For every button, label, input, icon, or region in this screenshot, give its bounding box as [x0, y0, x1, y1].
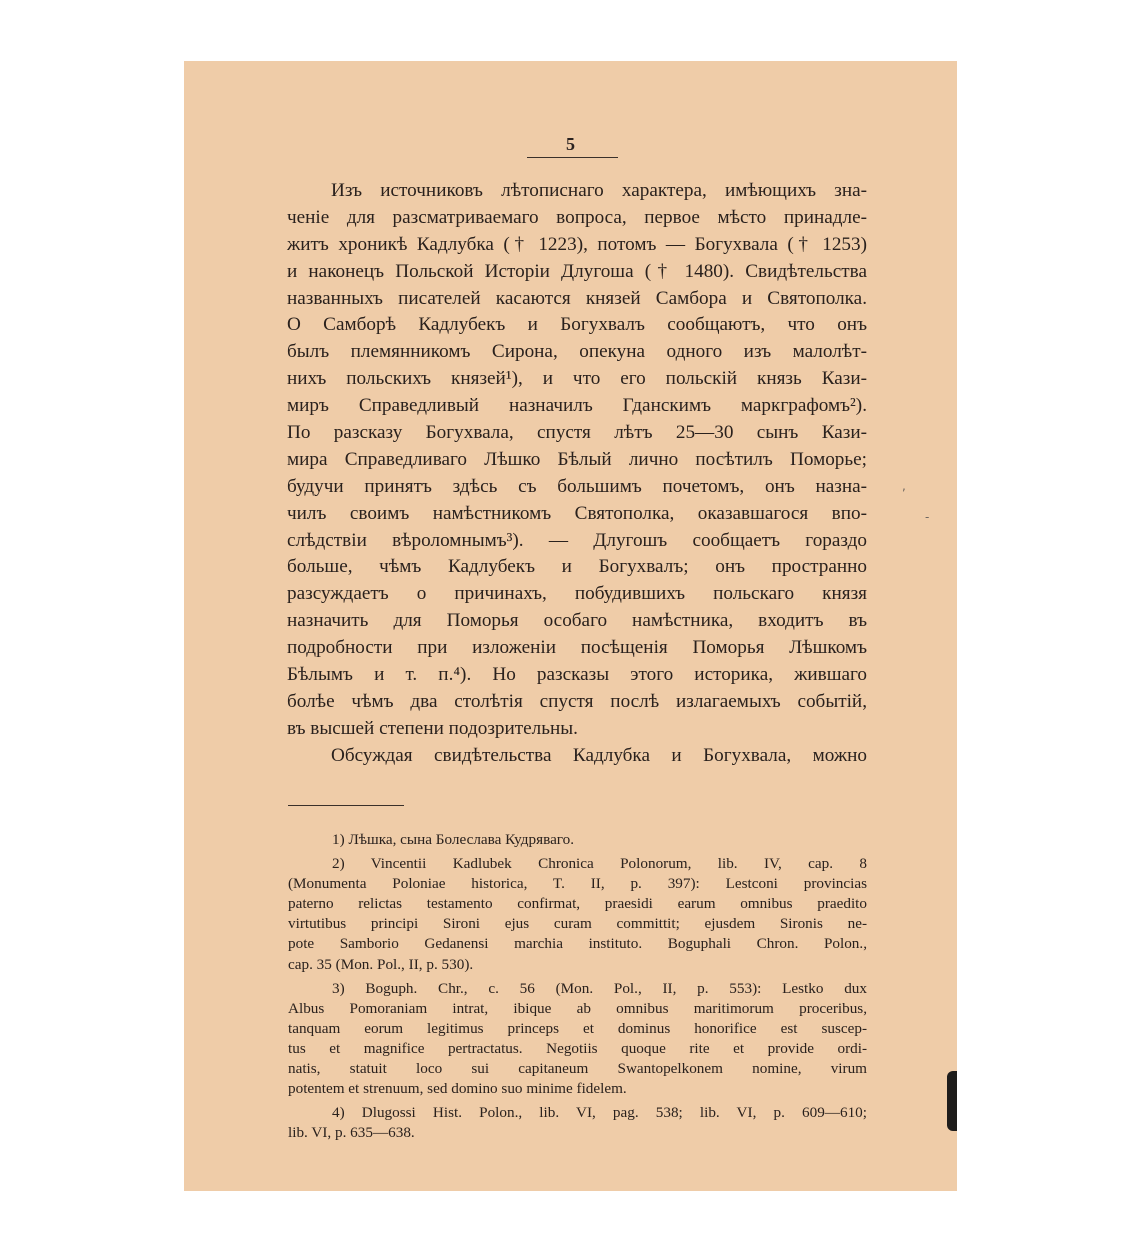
footnote-1 [288, 830, 867, 850]
footnote-line: lib. VI, p. 635—638. [288, 1124, 415, 1142]
footnote-line: tus et magnifice pertractatus. Negotiis quoque rite et provide ordi- [288, 1039, 867, 1057]
footnote-line: 1) Лѣшка, сына Болеслава Кудряваго. [332, 831, 575, 848]
header-rule [527, 157, 618, 158]
footnote-line: 3) Boguph. Chr., c. 56 (Mon. Pol., II, p. 553): Lestko dux [332, 979, 867, 997]
speck-mark: , [902, 479, 906, 493]
footnote-line: paterno relictas testamento confirmat, praesidi earum omnibus praedito [288, 895, 867, 913]
footnote-line: 4) Dlugossi Hist. Polon., lib. VI, pag. 538; lib. VI, p. 609—610; [332, 1104, 867, 1122]
speck-mark: - [925, 510, 930, 524]
text-line: больше, чѣмъ Кадлубекъ и Богухвалъ; онъ пространно [287, 556, 867, 578]
footnote-line: potentem et strenuum, sed domino suo minime fidelem. [288, 1080, 627, 1098]
text-line: мира Справедливаго Лѣшко Бѣлый лично посѣтилъ Поморье; [287, 448, 867, 470]
text-line: слѣдствіи вѣроломнымъ³). — Длугошъ сообщаетъ гораздо [287, 529, 867, 551]
text-line: болѣе чѣмъ два столѣтія спустя послѣ излагаемыхъ событій, [287, 690, 867, 712]
footnotes [288, 830, 867, 1143]
book-page [184, 61, 957, 1191]
text-line: чилъ своимъ намѣстникомъ Святополка, оказавшагося впо- [287, 502, 867, 524]
footnote-line: cap. 35 (Mon. Pol., II, p. 530). [288, 955, 474, 973]
text-line: и наконецъ Польской Исторіи Длугоша († 1480). Свидѣтельства [287, 260, 867, 282]
footnote-line: tanquam eorum legitimus princeps et dominus honorifice est suscep- [288, 1019, 867, 1037]
text-line: названныхъ писателей касаются князей Самбора и Святополка. [287, 287, 867, 309]
footnote-rule [288, 805, 404, 806]
text-line: Обсуждая свидѣтельства Кадлубка и Богухвала, можно [331, 744, 867, 766]
text-line: житъ хроникѣ Кадлубка († 1223), потомъ — Богухвала († 1253) [287, 233, 867, 255]
footnote-line: virtutibus principi Sironi ejus curam committit; ejusdem Sironis ne- [288, 915, 867, 933]
text-line: ченіе для разсматриваемаго вопроса, первое мѣсто принадле- [287, 206, 867, 228]
page-number: 5 [566, 134, 575, 154]
footnote-line: pote Samborio Gedanensi marchia instituto. Boguphali Chron. Polon., [288, 935, 867, 953]
text-line: нихъ польскихъ князей¹), и что его польскій князь Кази- [287, 368, 867, 390]
footnote-3 [288, 979, 867, 1100]
page-edge-shadow [947, 1071, 957, 1131]
text-line: Бѣлымъ и т. п.⁴). Но разсказы этого историка, жившаго [287, 664, 867, 686]
text-line: По разсказу Богухвала, спустя лѣтъ 25—30 сынъ Кази- [287, 422, 867, 444]
text-line: О Самборѣ Кадлубекъ и Богухвалъ сообщаютъ, что онъ [287, 314, 867, 336]
text-line: разсуждаетъ о причинахъ, побудившихъ польскаго князя [287, 583, 867, 605]
footnote-4 [288, 1103, 867, 1143]
text-line: былъ племянникомъ Сирона, опекуна одного изъ малолѣт- [287, 341, 867, 363]
main-text [287, 178, 867, 770]
text-line: миръ Справедливый назначилъ Гданскимъ маркграфомъ²). [287, 395, 867, 417]
footnote-line: natis, statuit loco sui capitaneum Swantopelkonem nomine, virum [288, 1060, 867, 1078]
text-line: подробности при изложеніи посѣщенія Поморья Лѣшкомъ [287, 637, 867, 659]
text-line: въ высшей степени подозрительны. [287, 717, 578, 739]
text-line: будучи принятъ здѣсь съ большимъ почетомъ, онъ назна- [287, 475, 867, 497]
text-line: назначить для Поморья особаго намѣстника, входитъ въ [287, 610, 867, 632]
text-line: Изъ источниковъ лѣтописнаго характера, имѣющихъ зна- [331, 180, 867, 201]
footnote-line: 2) Vincentii Kadlubek Chronica Polonorum, lib. IV, cap. 8 [332, 855, 867, 873]
footnote-line: Albus Pomoraniam intrat, ibique ab omnibus maritimorum proceribus, [288, 999, 867, 1017]
footnote-2 [288, 854, 867, 975]
footnote-line: (Monumenta Poloniae historica, T. II, p. 397): Lestconi provincias [288, 875, 867, 893]
